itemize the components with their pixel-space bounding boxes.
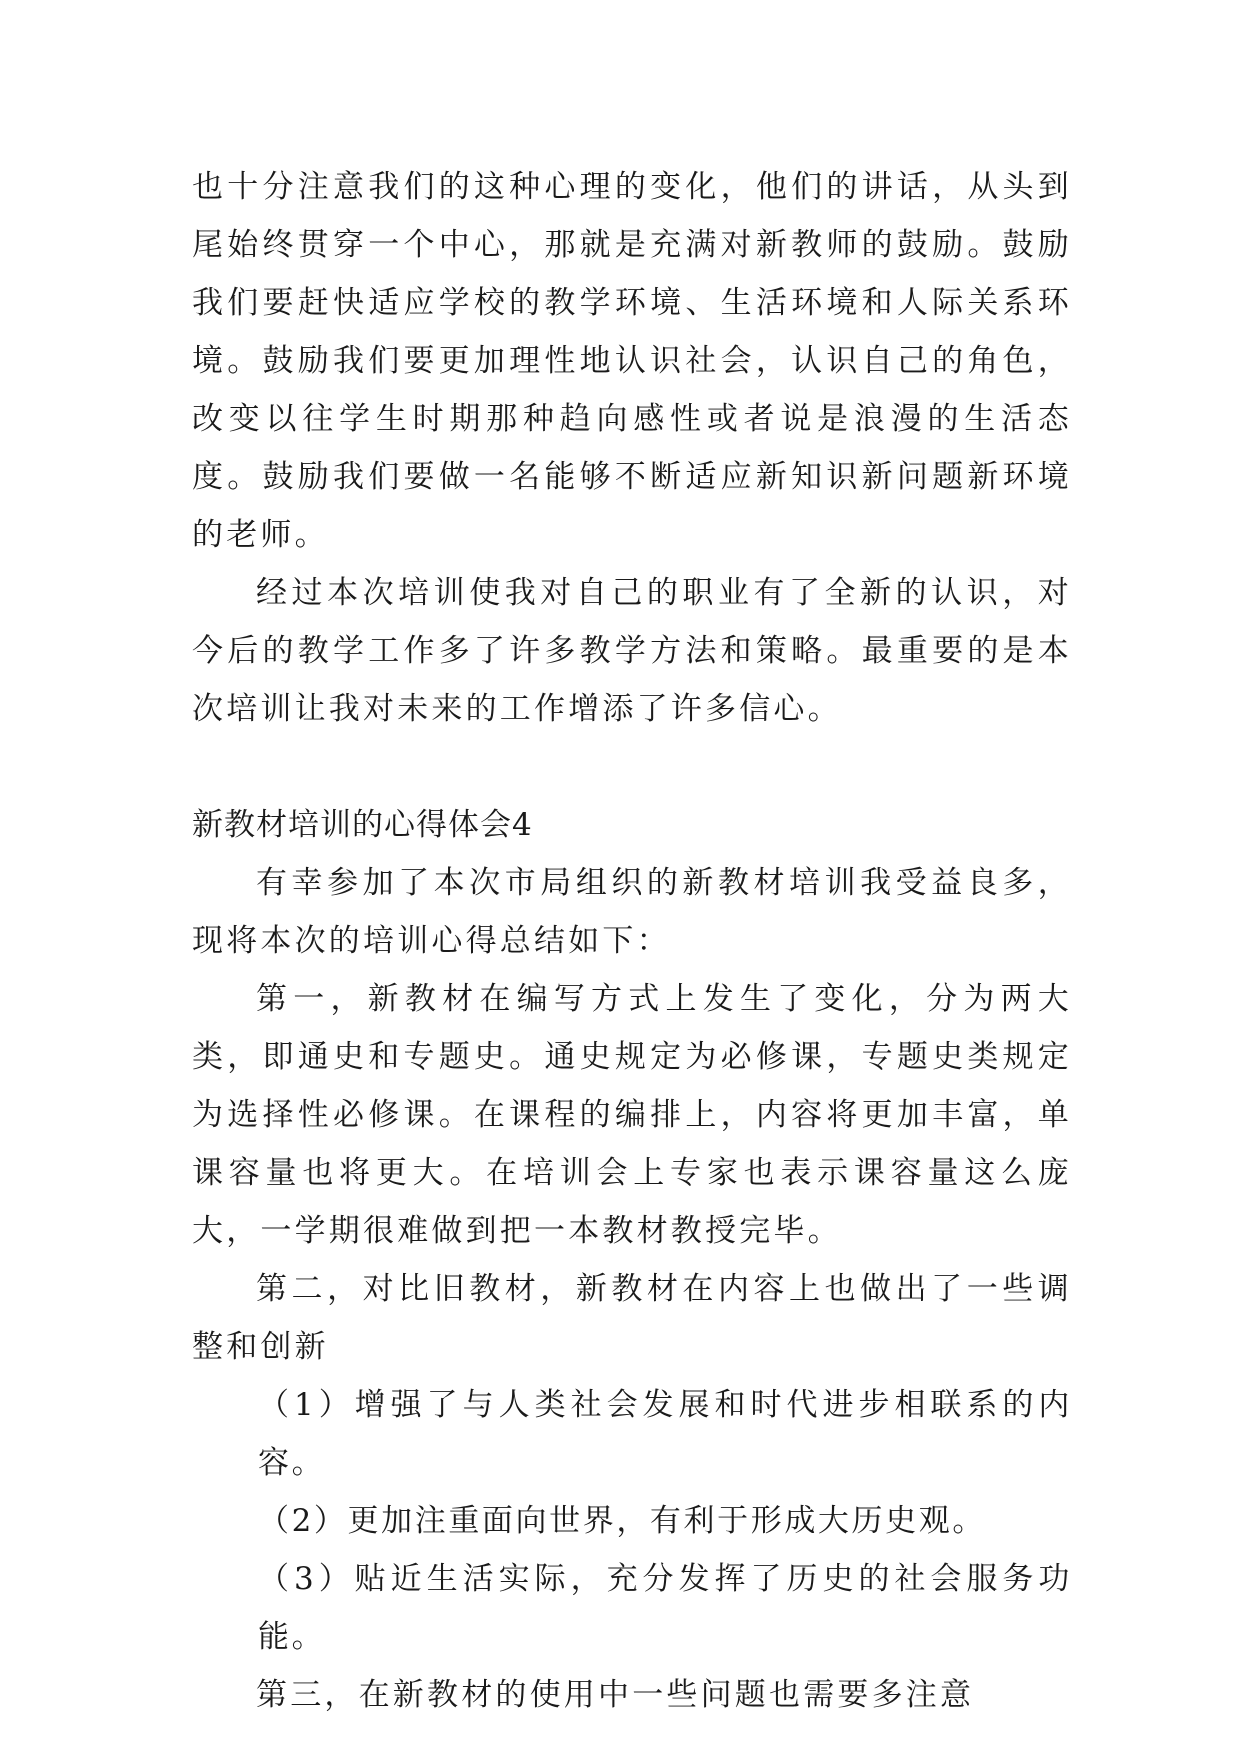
paragraph-reflection: 经过本次培训使我对自己的职业有了全新的认识，对今后的教学工作多了许多教学方法和策略。最重要的是本次培训让我对未来的工作增添了许多信心。 (192, 575, 1072, 727)
paragraph-point-two: 第二，对比旧教材，新教材在内容上也做出了一些调整和创新 (192, 1271, 1072, 1365)
document-body (192, 158, 1072, 1724)
paragraph-point-three: 第三，在新教材的使用中一些问题也需要多注意 (256, 1677, 975, 1713)
paragraph-intro-continuation: 也十分注意我们的这种心理的变化，他们的讲话，从头到尾始终贯穿一个中心，那就是充满对新教师的鼓励。鼓励我们要赶快适应学校的教学环境、生活环境和人际关系环境。鼓励我们要更加理性地认识社会，认识自己的角色，改变以往学生时期那种趋向感性或者说是浪漫的生活态度。鼓励我们要做一名能够不断适应新知识新问题新环境的老师。 (192, 169, 1072, 553)
list-item: （1）增强了与人类社会发展和时代进步相联系的内容。 (258, 1387, 1072, 1481)
list-item: （3）贴近生活实际，充分发挥了历史的社会服务功能。 (258, 1561, 1072, 1655)
paragraph-opening: 有幸参加了本次市局组织的新教材培训我受益良多，现将本次的培训心得总结如下： (192, 865, 1072, 959)
list-item: （2）更加注重面向世界，有利于形成大历史观。 (258, 1503, 986, 1539)
paragraph-point-one: 第一，新教材在编写方式上发生了变化，分为两大类，即通史和专题史。通史规定为必修课，专题史类规定为选择性必修课。在课程的编排上，内容将更加丰富，单课容量也将更大。在培训会上专家也表示课容量这么庞大，一学期很难做到把一本教材教授完毕。 (192, 981, 1072, 1249)
section-heading: 新教材培训的心得体会4 (192, 807, 533, 843)
